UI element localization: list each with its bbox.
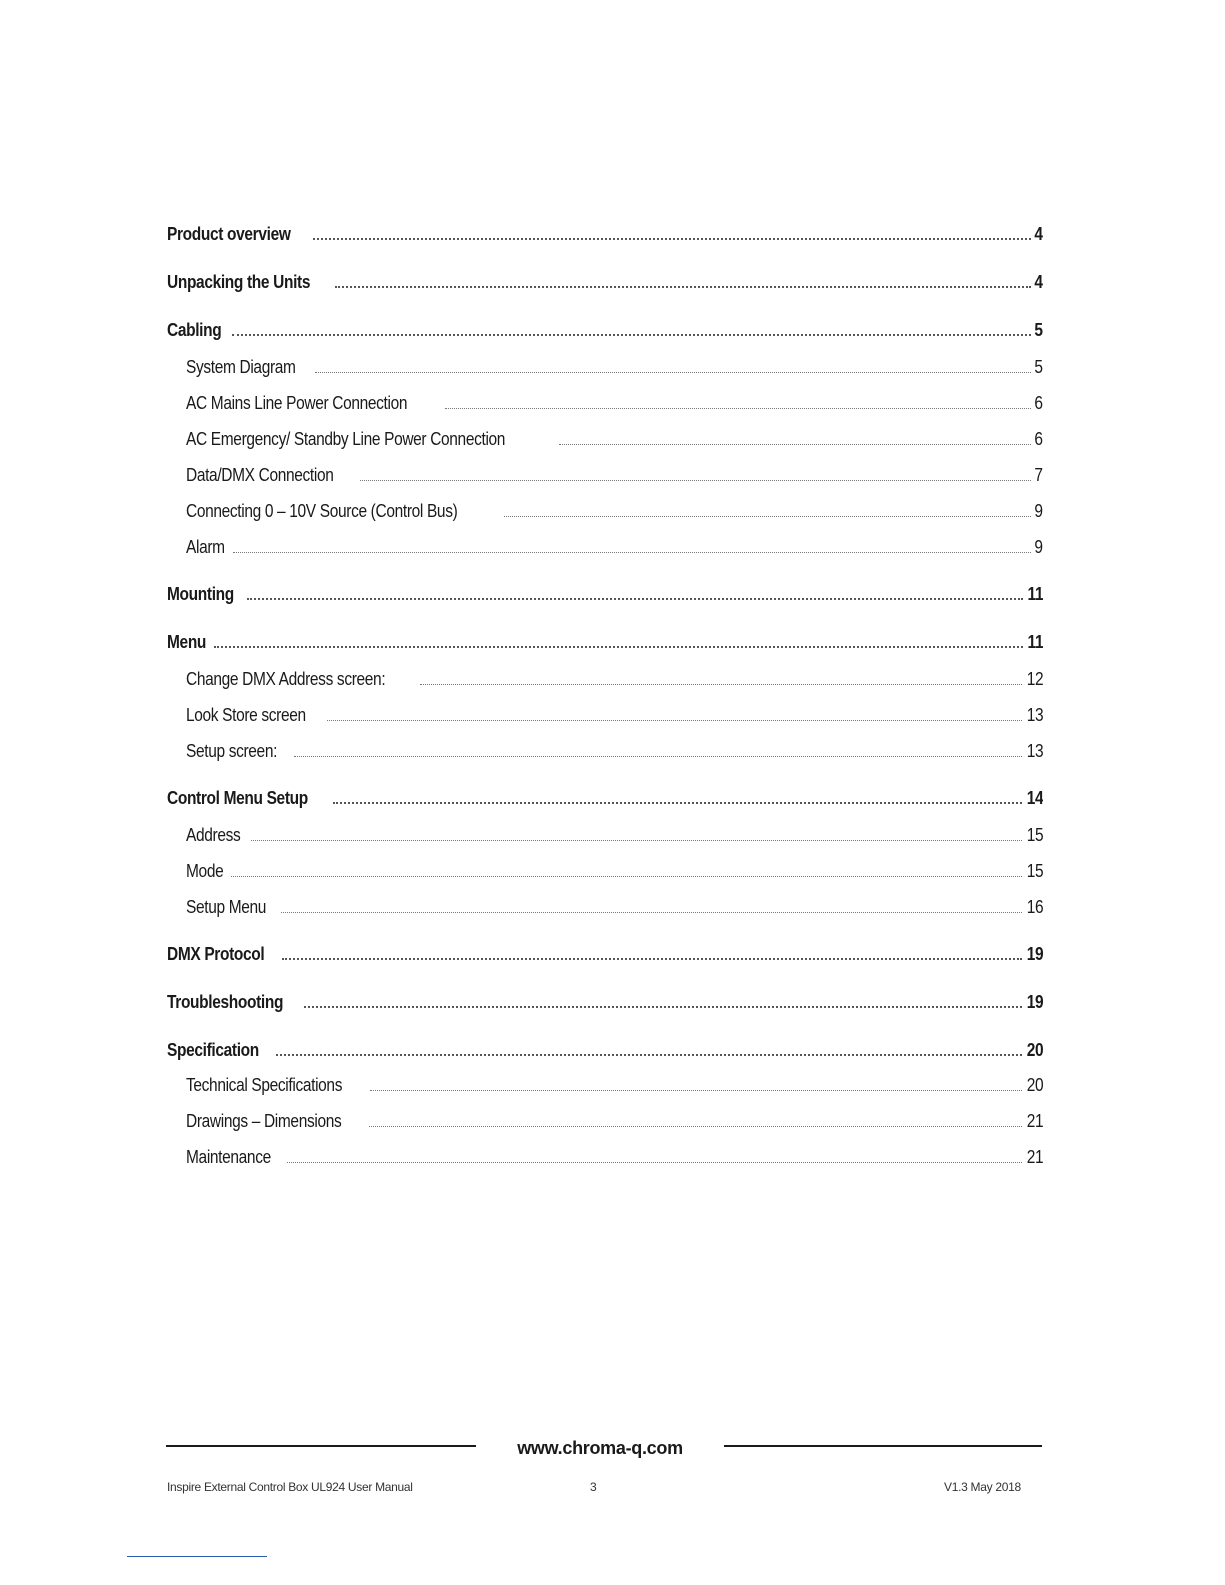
toc-entry-drawings-dimensions[interactable] xyxy=(167,1111,1043,1132)
toc-leader-dots xyxy=(559,443,1031,445)
toc-entry-label: Mounting xyxy=(167,584,234,604)
toc-entry-page: 6 xyxy=(1034,429,1043,449)
toc-entry-label: System Diagram xyxy=(186,357,296,377)
toc-entry-label: DMX Protocol xyxy=(167,944,265,964)
toc-leader-dots xyxy=(360,479,1032,481)
toc-entry-troubleshooting[interactable] xyxy=(167,992,1043,1013)
footer-divider-left xyxy=(166,1445,476,1447)
toc-entry-connecting-0-10v[interactable] xyxy=(167,501,1043,522)
toc-entry-page: 14 xyxy=(1026,788,1043,808)
toc-entry-page: 6 xyxy=(1034,393,1043,413)
toc-entry-menu[interactable] xyxy=(167,632,1043,653)
toc-entry-page: 13 xyxy=(1026,705,1043,725)
toc-entry-label: Change DMX Address screen: xyxy=(186,669,386,689)
footer-page-number: 3 xyxy=(590,1480,597,1494)
toc-entry-page: 11 xyxy=(1027,632,1043,652)
toc-leader-dots xyxy=(214,645,1022,648)
toc-entry-label: Menu xyxy=(167,632,207,652)
toc-entry-look-store-screen[interactable] xyxy=(167,705,1043,726)
toc-entry-page: 5 xyxy=(1034,320,1043,340)
toc-entry-setup-screen[interactable] xyxy=(167,741,1043,762)
toc-entry-label: Drawings – Dimensions xyxy=(186,1111,342,1131)
toc-entry-label: Maintenance xyxy=(186,1147,271,1167)
toc-leader-dots xyxy=(335,285,1031,288)
toc-leader-dots xyxy=(231,875,1021,877)
toc-leader-dots xyxy=(313,237,1032,240)
toc-entry-label: Connecting 0 – 10V Source (Control Bus) xyxy=(186,501,458,521)
toc-entry-label: Troubleshooting xyxy=(167,992,284,1012)
toc-entry-cabling[interactable] xyxy=(167,320,1043,341)
toc-entry-page: 12 xyxy=(1026,669,1043,689)
toc-leader-dots xyxy=(282,957,1022,960)
footer-document-title: Inspire External Control Box UL924 User Manual xyxy=(167,1480,413,1494)
toc-leader-dots xyxy=(251,839,1022,841)
toc-entry-page: 9 xyxy=(1034,537,1043,557)
toc-entry-ac-emergency-standby[interactable] xyxy=(167,429,1043,450)
bottom-link-underline xyxy=(127,1556,267,1557)
toc-entry-mounting[interactable] xyxy=(167,584,1043,605)
toc-entry-label: AC Mains Line Power Connection xyxy=(186,393,408,413)
toc-entry-label: Setup Menu xyxy=(186,897,267,917)
toc-entry-page: 15 xyxy=(1026,861,1043,881)
toc-entry-page: 19 xyxy=(1026,992,1043,1012)
toc-leader-dots xyxy=(333,801,1022,804)
toc-entry-change-dmx-address[interactable] xyxy=(167,669,1043,690)
toc-entry-page: 19 xyxy=(1026,944,1043,964)
toc-entry-technical-specifications[interactable] xyxy=(167,1075,1043,1096)
footer-website-link[interactable]: www.chroma-q.com xyxy=(517,1438,683,1458)
toc-leader-dots xyxy=(315,371,1031,373)
toc-entry-page: 15 xyxy=(1026,825,1043,845)
toc-leader-dots xyxy=(233,551,1031,553)
toc-entry-page: 11 xyxy=(1027,584,1043,604)
footer-divider-right xyxy=(724,1445,1042,1447)
toc-leader-dots xyxy=(445,407,1031,409)
toc-leader-dots xyxy=(247,597,1023,600)
toc-entry-maintenance[interactable] xyxy=(167,1147,1043,1168)
toc-entry-page: 4 xyxy=(1034,224,1043,244)
toc-entry-label: Cabling xyxy=(167,320,222,340)
toc-entry-product-overview[interactable] xyxy=(167,224,1043,245)
toc-leader-dots xyxy=(420,683,1022,685)
toc-entry-label: Product overview xyxy=(167,224,291,244)
toc-entry-page: 20 xyxy=(1026,1075,1043,1095)
toc-leader-dots xyxy=(281,911,1022,913)
footer-version: V1.3 May 2018 xyxy=(944,1480,1021,1494)
toc-entry-page: 5 xyxy=(1034,357,1043,377)
toc-entry-setup-menu[interactable] xyxy=(167,897,1043,918)
toc-entry-control-menu-setup[interactable] xyxy=(167,788,1043,809)
toc-entry-ac-mains-line-power[interactable] xyxy=(167,393,1043,414)
toc-entry-address[interactable] xyxy=(167,825,1043,846)
toc-entry-label: Technical Specifications xyxy=(186,1075,343,1095)
toc-leader-dots xyxy=(304,1005,1022,1008)
toc-entry-label: Data/DMX Connection xyxy=(186,465,334,485)
toc-entry-label: Address xyxy=(186,825,241,845)
toc-leader-dots xyxy=(276,1053,1022,1056)
toc-entry-label: Control Menu Setup xyxy=(167,788,308,808)
toc-entry-label: Unpacking the Units xyxy=(167,272,311,292)
toc-entry-mode[interactable] xyxy=(167,861,1043,882)
toc-leader-dots xyxy=(369,1125,1022,1127)
toc-leader-dots xyxy=(294,755,1022,757)
toc-entry-page: 4 xyxy=(1034,272,1043,292)
toc-entry-page: 21 xyxy=(1026,1111,1043,1131)
toc-entry-label: Alarm xyxy=(186,537,225,557)
toc-entry-label: AC Emergency/ Standby Line Power Connection xyxy=(186,429,506,449)
toc-entry-alarm[interactable] xyxy=(167,537,1043,558)
toc-entry-label: Look Store screen xyxy=(186,705,306,725)
toc-entry-label: Mode xyxy=(186,861,224,881)
toc-entry-dmx-protocol[interactable] xyxy=(167,944,1043,965)
toc-entry-page: 9 xyxy=(1034,501,1043,521)
toc-entry-page: 16 xyxy=(1026,897,1043,917)
toc-entry-page: 20 xyxy=(1026,1040,1043,1060)
toc-entry-label: Specification xyxy=(167,1040,259,1060)
toc-entry-page: 13 xyxy=(1026,741,1043,761)
toc-leader-dots xyxy=(287,1161,1022,1163)
toc-leader-dots xyxy=(327,719,1021,721)
toc-leader-dots xyxy=(370,1089,1022,1091)
toc-entry-system-diagram[interactable] xyxy=(167,357,1043,378)
toc-leader-dots xyxy=(232,333,1031,336)
toc-leader-dots xyxy=(504,515,1032,517)
toc-entry-data-dmx-connection[interactable] xyxy=(167,465,1043,486)
toc-entry-page: 21 xyxy=(1026,1147,1043,1167)
toc-entry-specification[interactable] xyxy=(167,1040,1043,1061)
toc-entry-unpacking-the-units[interactable] xyxy=(167,272,1043,293)
toc-entry-page: 7 xyxy=(1034,465,1043,485)
toc-entry-label: Setup screen: xyxy=(186,741,278,761)
